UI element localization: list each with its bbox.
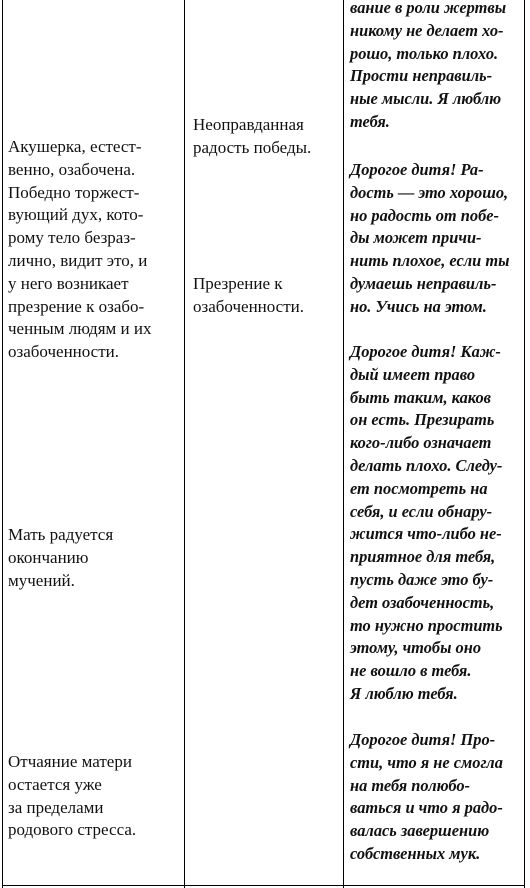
- column-divider-2: [343, 0, 344, 888]
- emotion-unjustified-joy-text: Неоправданная радость победы.: [193, 115, 312, 157]
- situation-mother-despair-text: Отчаяние матери остается уже за пределами родового стресса.: [8, 752, 137, 840]
- address-contempt-text: Дорогое дитя! Каж- дый имеет право быть таким, каков он есть. Презирать кого-либо означает делать плохо. Следу- ет посмотреть на себя, и если обнару- жится что-либо не- приятное для тебя, пусть даже это бу- дет озабоченность, то нужно простить этому, чтобы оно не вошло в тебя. Я люблю тебя.: [350, 342, 503, 703]
- address-continuation-text: вание в роли жертвы никому не делает хо- рошо, только плохо. Прости неправиль- ные мысли. Я люблю тебя.: [350, 0, 507, 131]
- emotion-contempt-text: Презрение к озабоченности.: [193, 274, 305, 316]
- address-apology-text: Дорогое дитя! Про- сти, что я не смогла на тебя полюбо- ваться и что я радо- валась завершению собственных мук.: [350, 730, 503, 863]
- column-divider-1: [184, 0, 185, 888]
- table-left-border: [2, 0, 3, 888]
- situation-mother-joy-text: Мать радуется окончанию мучений.: [8, 525, 114, 590]
- situation-midwife-text: Акушерка, естест- венно, озабочена. Победно торжест- вующий дух, кото- рому тело безраз- лично, видит это, и у него возникает презрение к озабо- ченным людям и их озабоченности.: [8, 137, 152, 362]
- table-right-border: [524, 0, 525, 888]
- address-joy-text: Дорогое дитя! Ра- дость — это хорошо, но радость от побе- ды может причи- нить плохое, если ты думаешь неправиль- но. Учись на этом.: [350, 160, 510, 316]
- table-bottom-border: [2, 885, 525, 886]
